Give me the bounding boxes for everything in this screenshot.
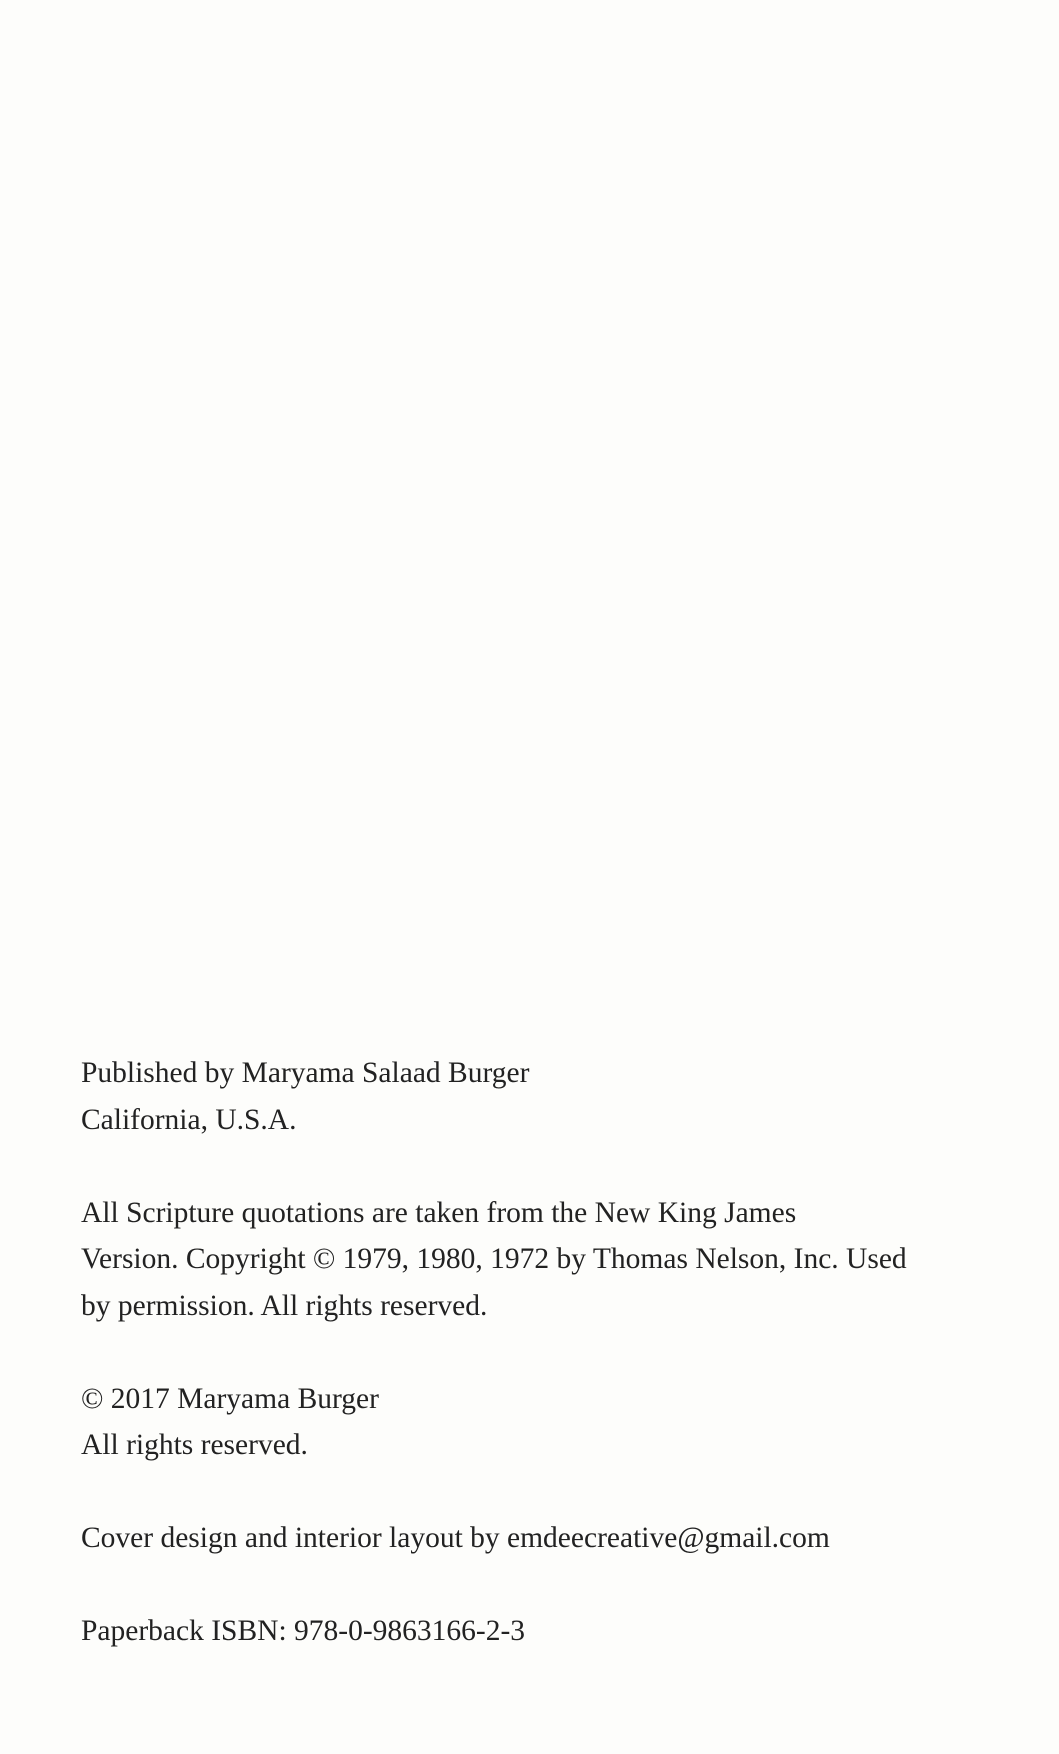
spacer xyxy=(81,1329,981,1376)
isbn-info xyxy=(81,1608,981,1655)
spacer xyxy=(81,1143,981,1190)
copyright-holder: © 2017 Maryama Burger xyxy=(81,1382,379,1415)
scripture-line-2: Version. Copyright © 1979, 1980, 1972 by Thomas Nelson, Inc. Used xyxy=(81,1243,907,1275)
spacer xyxy=(81,1469,981,1516)
publisher-name: Published by Maryama Salaad Burger xyxy=(81,1057,530,1089)
publisher-location: California, U.S.A. xyxy=(81,1103,297,1136)
isbn-line: Paperback ISBN: 978-0-9863166-2-3 xyxy=(81,1615,526,1647)
scripture-line-3: by permission. All rights reserved. xyxy=(81,1289,488,1322)
design-credit-line: Cover design and interior layout by emdeecreative@gmail.com xyxy=(81,1522,830,1554)
copyright-block xyxy=(81,1050,981,1655)
publisher-info xyxy=(81,1050,981,1143)
rights-reserved: All rights reserved. xyxy=(81,1429,308,1461)
copyright-notice xyxy=(81,1376,981,1469)
scripture-notice xyxy=(81,1190,981,1330)
scripture-line-1: All Scripture quotations are taken from the New King James xyxy=(81,1196,797,1229)
design-credit xyxy=(81,1515,981,1562)
spacer xyxy=(81,1562,981,1609)
